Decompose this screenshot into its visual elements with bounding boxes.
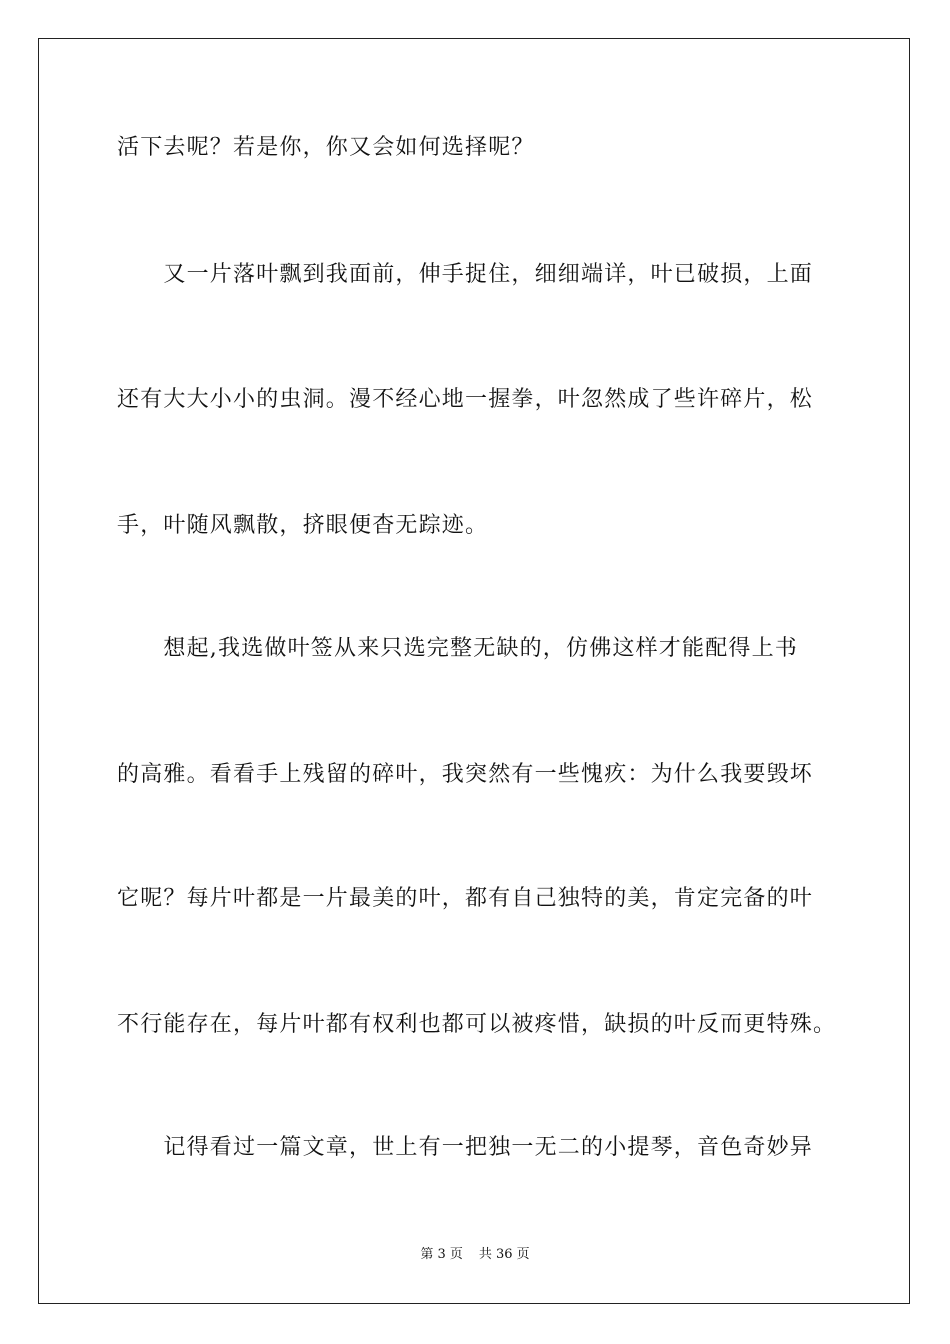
- total-pages: 共 36 页: [478, 1247, 530, 1262]
- text-line-9: 记得看过一篇文章，世上有一把独一无二的小提琴，音色奇妙异: [117, 1135, 814, 1160]
- text-line-8: 不行能存在，每片叶都有权利也都可以被疼惜，缺损的叶反而更特殊。: [117, 1012, 837, 1037]
- text-line-5: 想起,我选做叶签从来只选完整无缺的，仿佛这样才能配得上书: [117, 636, 798, 661]
- text-line-6: 的高雅。看看手上残留的碎叶，我突然有一些愧疚：为什么我要毁坏: [117, 762, 814, 787]
- page-border: [38, 38, 910, 1304]
- text-line-4: 手，叶随风飘散，挤眼便杳无踪迹。: [117, 513, 489, 538]
- text-line-3: 还有大大小小的虫洞。漫不经心地一握拳，叶忽然成了些许碎片，松: [117, 387, 814, 412]
- page-footer: [0, 1246, 950, 1264]
- text-line-2: 又一片落叶飘到我面前，伸手捉住，细细端详，叶已破损，上面: [117, 262, 814, 287]
- page-number: 第 3 页: [420, 1247, 463, 1262]
- text-line-1: 活下去呢？若是你，你又会如何选择呢？: [117, 135, 535, 160]
- text-line-7: 它呢？每片叶都是一片最美的叶，都有自己独特的美，肯定完备的叶: [117, 886, 814, 911]
